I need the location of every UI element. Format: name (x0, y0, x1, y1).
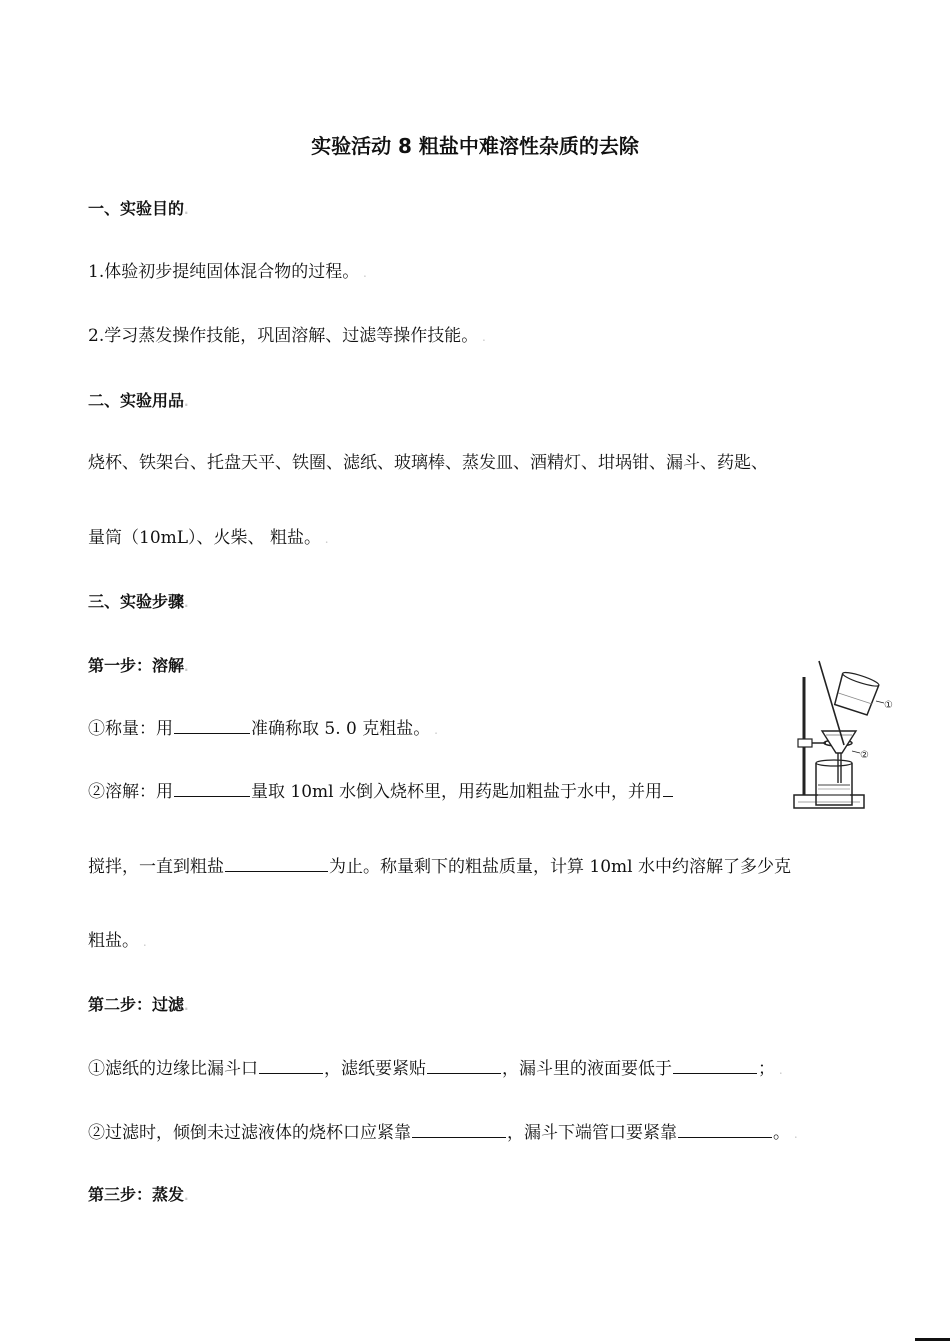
heading-text: 第三步：蒸发 (88, 1185, 185, 1204)
page-edge-mark (915, 1338, 950, 1341)
answer-blank[interactable] (174, 780, 250, 797)
text: ①称量：用 (88, 719, 173, 739)
heading-text: 一、实验目的 (88, 199, 185, 218)
section-heading-steps: 三、实验步骤. (88, 592, 189, 611)
section-heading-purpose: 一、实验目的. (88, 199, 189, 218)
heading-text: 第一步：溶解 (88, 656, 185, 675)
heading-text: 二、实验用品 (88, 391, 185, 410)
step1-stir (88, 855, 791, 878)
step1-heading: 第一步：溶解. (88, 656, 189, 675)
purpose-item-2: 2.学习蒸发操作技能，巩固溶解、过滤等操作技能。 . (88, 326, 486, 346)
text: ，漏斗下端管口要紧靠 (507, 1123, 677, 1143)
materials-line-2: 量筒（10mL）、火柴、 粗盐。 . (88, 528, 329, 548)
text: 搅拌，一直到粗盐 (88, 857, 224, 877)
text: 。 (773, 1123, 790, 1143)
purpose-item-1: 1.体验初步提纯固体混合物的过程。 . (88, 262, 367, 282)
step3-heading: 第三步：蒸发. (88, 1185, 189, 1204)
clamp (798, 739, 812, 747)
answer-blank[interactable] (259, 1057, 323, 1074)
step2-heading: 第二步：过滤. (88, 995, 189, 1014)
heading-text: 第二步：过滤 (88, 995, 185, 1014)
beaker-lower (816, 763, 852, 805)
item-text: 量筒（10mL）、火柴、 粗盐。 (88, 528, 321, 548)
page-title: 实验活动 8 粗盐中难溶性杂质的去除 (311, 134, 639, 158)
answer-blank[interactable] (412, 1121, 506, 1138)
answer-blank[interactable] (174, 717, 250, 734)
text: 量取 10ml 水倒入烧杯里，用药匙加粗盐于水中，并用 (251, 782, 662, 802)
materials-line-1: 烧杯、铁架台、托盘天平、铁圈、滤纸、玻璃棒、蒸发皿、酒精灯、坩埚钳、漏斗、药匙、 (88, 453, 768, 473)
text: ，滤纸要紧贴 (324, 1059, 426, 1079)
section-heading-materials: 二、实验用品. (88, 391, 189, 410)
text: ，漏斗里的液面要低于 (502, 1059, 672, 1079)
item-text: 1.体验初步提纯固体混合物的过程。 (88, 262, 360, 282)
answer-blank[interactable] (673, 1057, 757, 1074)
filtration-apparatus-figure (788, 655, 898, 820)
stand-base (794, 795, 864, 808)
label-1: ① (884, 700, 893, 711)
label-2: ② (860, 750, 869, 761)
step1-weigh: ①称量：用 准确称取 5. 0 克粗盐。 . (88, 719, 438, 739)
item-text: 粗盐。 (88, 931, 139, 951)
step1-end: 粗盐。 . (88, 931, 147, 951)
text: ②过滤时，倾倒未过滤液体的烧杯口应紧靠 (88, 1123, 411, 1143)
text: ②溶解：用 (88, 782, 173, 802)
answer-blank[interactable] (678, 1121, 772, 1138)
answer-blank[interactable] (225, 855, 328, 872)
step2-line-2: ②过滤时，倾倒未过滤液体的烧杯口应紧靠 ，漏斗下端管口要紧靠 。 . (88, 1123, 798, 1143)
beaker-pouring (833, 670, 880, 716)
heading-text: 三、实验步骤 (88, 592, 185, 611)
answer-blank[interactable] (663, 780, 673, 797)
text: ①滤纸的边缘比漏斗口 (88, 1059, 258, 1079)
text: 为止。称量剩下的粗盐质量，计算 10ml 水中约溶解了多少克 (329, 857, 791, 877)
item-text: 2.学习蒸发操作技能，巩固溶解、过滤等操作技能。 (88, 326, 479, 346)
answer-blank[interactable] (427, 1057, 501, 1074)
text: 准确称取 5. 0 克粗盐。 (251, 719, 431, 739)
text: ； (758, 1059, 775, 1079)
step1-dissolve (88, 780, 674, 803)
step2-line-1: ①滤纸的边缘比漏斗口 ，滤纸要紧贴 ，漏斗里的液面要低于 ； . (88, 1059, 783, 1079)
